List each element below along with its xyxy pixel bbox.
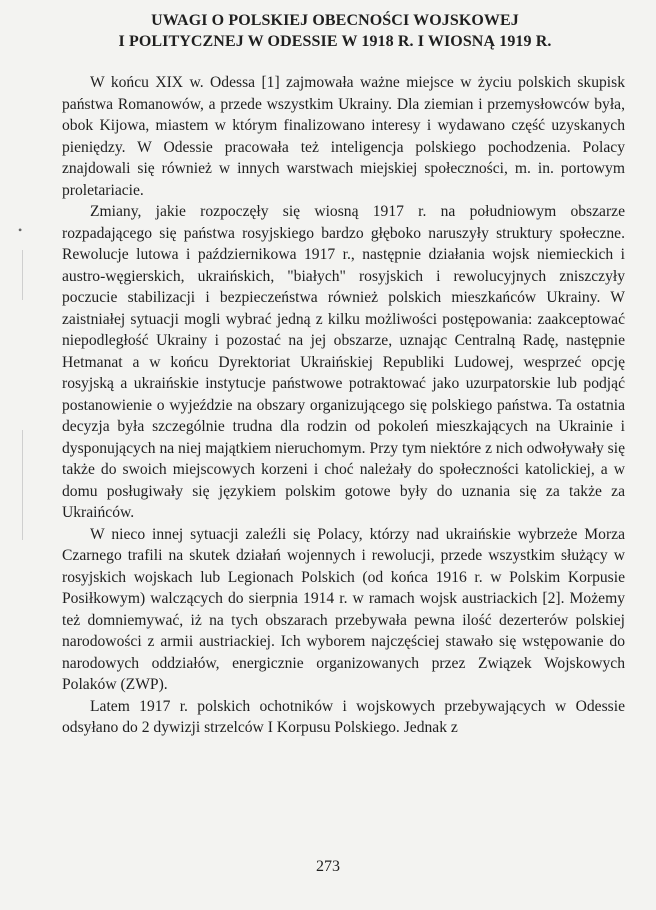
paragraph: Zmiany, jakie rozpoczęły się wiosną 1917 r. na południowym obszarze rozpadającego się państwa rosyjskiego bardzo głęboko naruszyły struktury społeczne. Rewolucje lutowa i październikowa 1917 r., następnie działania wojsk niemieckich i austro-węgierskich, ukraińskich, "białych" rosyjskich i rewolucyjnych zniszczyły poczucie stabilizacji i bezpieczeństwa również polskich mieszkańców Ukrainy. W zaistniałej sytuacji mogli wybrać jedną z kilku możliwości postępowania: zaakceptować niepodległość Ukrainy i pozostać na jej obszarze, uznając Centralną Radę, następnie Hetmanat a w końcu Dyrektoriat Ukraińskiej Republiki Ludowej, wesprzeć opcję rosyjską a ukraińskie instytucje państwowe potraktować jako uzurpatorskie lub podjąć postanowienie o wyjeździe na obszary organizującego się polskiego państwa. Ta ostatnia decyzja była szczególnie trudna dla rodzin od pokoleń mieszkających na Ukrainie i dysponujących na niej majątkiem nieruchomym. Przy tym niektóre z nich odwoływały się także do swoich miejscowych korzeni i choć należały do społeczności katolickiej, a w domu posługiwały się językiem polskim gotowe były do uznania się za także za Ukraińców. <box>62 203 625 521</box>
margin-rule <box>22 430 23 540</box>
margin-mark: • <box>18 223 23 237</box>
page-title <box>40 10 630 52</box>
margin-rule <box>22 250 23 300</box>
paragraph: Latem 1917 r. polskich ochotników i wojskowych przebywających w Odessie odsyłano do 2 dywizji strzelców I Korpusu Polskiego. Jednak z <box>62 697 625 736</box>
paragraph: W końcu XIX w. Odessa [1] zajmowała ważne miejsce w życiu polskich skupisk państwa Romanowów, a przede wszystkim Ukrainy. Dla ziemian i przemysłowców była, obok Kijowa, miastem w którym finalizowano interesy i wydawano część uzyskanych pieniędzy. W Odessie pracowała też inteligencja polskiego pochodzenia. Polacy znajdowali się również w innych warstwach miejskiej społeczności, m. in. portowym proletariacie. <box>62 74 625 199</box>
paragraph: W nieco innej sytuacji zaleźli się Polacy, którzy nad ukraińskie wybrzeże Morza Czarnego trafili na skutek działań wojennych i rewolucji, przede wszystkim służący w rosyjskich wojskach lub Legionach Polskich (od końca 1916 r. w Polskim Korpusie Posiłkowym) walczących do sierpnia 1914 r. w ramach wojsk austriackich [2]. Możemy też domniemywać, iż na tych obszarach przebywała pewna ilość dezerterów polskiej narodowości z armii austriackiej. Ich wyborem najczęściej stawało się wstępowanie do narodowych oddziałów, energicznie organizowanych przez Związek Wojskowych Polaków (ZWP). <box>62 525 625 693</box>
page-number: 273 <box>316 858 340 875</box>
title-line-2: I POLITYCZNEJ W ODESSIE W 1918 R. I WIOSNĄ 1919 R. <box>118 33 552 50</box>
title-line-1: UWAGI O POLSKIEJ OBECNOŚCI WOJSKOWEJ <box>151 12 519 29</box>
body-text <box>62 72 625 739</box>
